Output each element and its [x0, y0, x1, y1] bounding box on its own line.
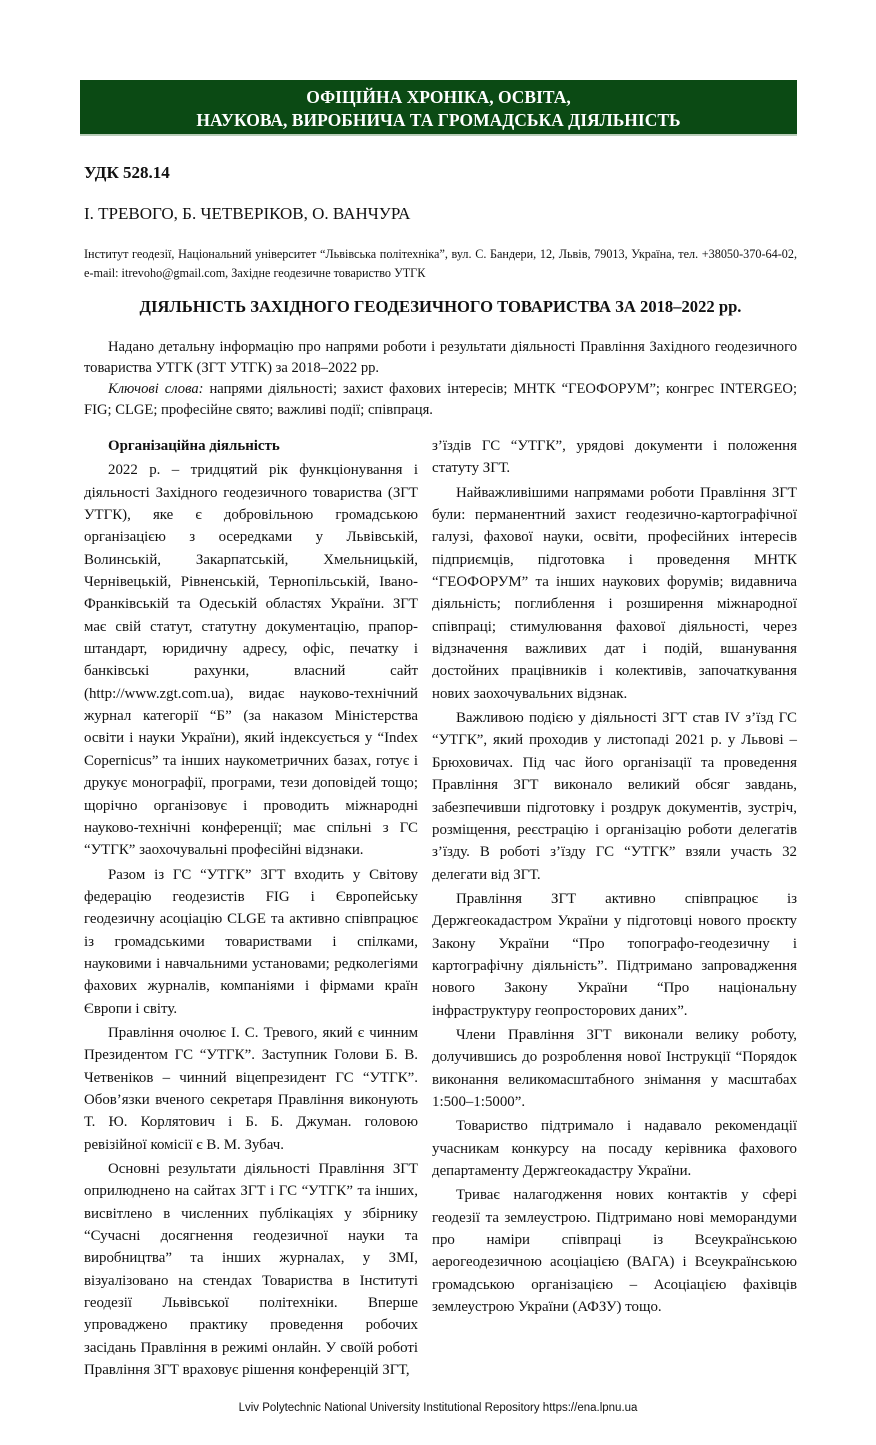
banner-line-2: НАУКОВА, ВИРОБНИЧА ТА ГРОМАДСЬКА ДІЯЛЬНІСТЬ — [196, 110, 681, 130]
section-banner — [80, 80, 797, 136]
paragraph: Триває налагодження нових контактів у сфері геодезії та землеустрою. Підтримано нові меморандуми про наміри співпраці із Всеукраїнською аерогеодезичною асоціацією (ВАГА) і Всеукраїнською громадською організацією – Асоціацією фахівців землеустрою України (АФЗУ) тощо. — [432, 1187, 797, 1316]
affiliation: Інститут геодезії, Національний університет “Львівська політехніка”, вул. С. Бандери, 12, Львів, 79013, Україна, тел. +38050-370-64-02, e-mail: itrevoho@gmail.com, Західне геодезичне товариство УТГК — [84, 247, 797, 280]
banner-line-1: ОФІЦІЙНА ХРОНІКА, ОСВІТА, — [306, 87, 571, 107]
body-columns — [84, 435, 797, 1383]
article — [80, 163, 797, 1383]
paragraph: Найважливішими напрямами роботи Правління ЗГТ були: перманентний захист геодезично-картографічної галузі, фахової науки, освіти, професійних інтересів підприємців, підготовка і проведення МНТК “ГЕОФОРУМ” та інших наукових форумів; видавнича діяльність; поглиблення і розширення міжнародної співпраці; стимулювання фахової діяльності, через відзначення важливих дат і подій, вшанування достойних працівників і колективів, започаткування нових заохочувальних відзнак. — [432, 484, 797, 702]
paragraph: 2022 р. – тридцятий рік функціонування і діяльності Західного геодезичного товариства (ЗГТ УТГК), яке є добровільною громадською організацією з осередками у Львівській, Волинській, Закарпатській, Хмельницькій, Чернівецькій, Рівненській, Тернопільській, Івано-Франківській та Одеській областях України. ЗГТ має свій статут, статутну документацію, прапор-штандарт, юридичну адресу, офіс, печатку і банківські рахунки, власний сайт (http://www.zgt.com.ua), видає науково-технічний журнал категорії “Б” (за наказом Міністерства освіти і науки України), який індексується у “Index Copernicus” та інших наукометричних базах, готує і друкує монографії, програми, тези доповідей тощо; щорічно організовує і проводить міжнародні науково-технічні конференції; має спільні з ГС “УТГК” заохочувальні професійні відзнаки. — [84, 462, 418, 859]
paragraph: Правління ЗГТ активно співпрацює із Держгеокадастром України у підготовці нового проєкту Закону України “Про топографо-геодезичну і картографічну діяльність”. Підтримано запровадження нового Закону України “Про національну інфраструктуру геопросторових даних”. — [432, 890, 797, 1019]
right-column — [432, 435, 797, 1320]
paragraph: Товариство підтримало і надавало рекомендації учасникам конкурсу на посаду керівника фахового департаменту Держгеокадастру України. — [432, 1118, 797, 1179]
udk-code: УДК 528.14 — [84, 163, 170, 182]
section-heading: Організаційна діяльність — [108, 438, 280, 454]
authors: І. ТРЕВОГО, Б. ЧЕТВЕРІКОВ, О. ВАНЧУРА — [84, 204, 411, 223]
article-title: ДІЯЛЬНІСТЬ ЗАХІДНОГО ГЕОДЕЗИЧНОГО ТОВАРИСТВА ЗА 2018–2022 рр. — [139, 297, 742, 316]
left-column — [84, 435, 418, 1383]
keywords-label: Ключові слова: — [108, 381, 204, 397]
paragraph: Разом із ГС “УТГК” ЗГТ входить у Світову федерацію геодезистів FIG і Європейську геодезичну асоціацію CLGE та активно співпрацює із громадськими товариствами і спілками, науковими і навчальними установами; редколегіями фахових журналів, компаніями і фірмами країн Європи і світу. — [84, 866, 418, 1017]
paragraph: Члени Правління ЗГТ виконали велику роботу, долучившись до розроблення нової Інструкції “Порядок виконання великомасштабного знімання у масштабах 1:500–1:5000”. — [432, 1026, 797, 1110]
keywords-list: напрями діяльності; захист фахових інтересів; МНТК “ГЕОФОРУМ”; конгрес INTERGEO; FIG; CLGE; професійне свято; важливі події; співпраця. — [84, 381, 798, 418]
abstract-text: Надано детальну інформацію про напрями роботи і результати діяльності Правління Західного геодезичного товариства УТГК (ЗГТ УТГК) за 2018–2022 рр. — [84, 339, 797, 376]
keywords — [84, 379, 797, 421]
paragraph-continuation: з’їздів ГС “УТГК”, урядові документи і положення статуту ЗГТ. — [432, 438, 797, 477]
repository-footer: Lviv Polytechnic National University Institutional Repository https://ena.lpnu.ua — [238, 1402, 638, 1415]
abstract — [84, 337, 797, 421]
paragraph: Правління очолює І. С. Тревого, який є чинним Президентом ГС “УТГК”. Заступник Голови Б. В. Четвеніков – чинний віцепрезидент ГС “УТГК”. Обов’язки вченого секретаря Правління виконують Т. Ю. Корлятович і Б. Б. Джуман. головою ревізійної комісії є В. М. Зубач. — [84, 1024, 418, 1153]
paragraph: Основні результати діяльності Правління ЗГТ оприлюднено на сайтах ЗГТ і ГС “УТГК” та інших, висвітлено в численних публікаціях у збірнику “Сучасні досягнення геодезичної науки та виробництва” та інших журналах, у ЗМІ, візуалізовано на стендах Товариства в Інституті геодезії Львівської політехніки. Вперше упроваджено практику проведення робочих засідань Правління в режимі онлайн. У своїй роботі Правління ЗГТ враховує рішення конференцій ЗГТ, — [84, 1161, 418, 1379]
paragraph: Важливою подією у діяльності ЗГТ став IV з’їзд ГС “УТГК”, який проходив у листопаді 2021 р. у Львові – Брюховичах. Під час його організації та проведення Правління ЗГТ виконало великий обсяг завдань, забезпечивши підготовку і роздрук документів, зустріч, розміщення, реєстрацію і організацію роботи делегатів з’їзду. В роботі з’їзду ГС “УТГК” взяли участь 32 делегати від ЗГТ. — [432, 710, 797, 883]
